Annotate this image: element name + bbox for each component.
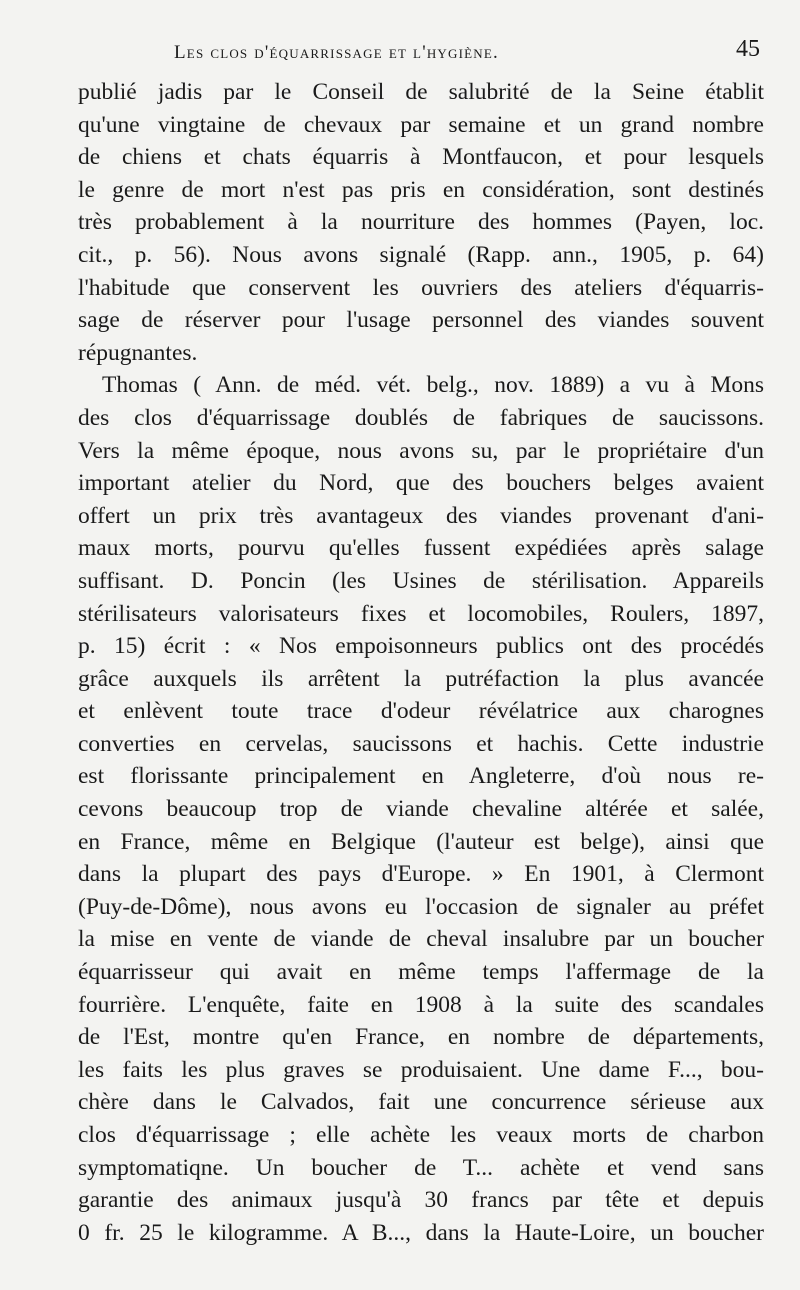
text-line: chère dans le Calvados, fait une concurrence sérieuse aux [78, 1089, 764, 1116]
text-line: grâce auxquels ils arrêtent la putréfaction la plus avancée [78, 665, 764, 692]
text-line: cit., p. 56). Nous avons signalé (Rapp. ann., 1905, p. 64) [78, 241, 764, 268]
text-line: garantie des animaux jusqu'à 30 francs par tête et depuis [78, 1187, 764, 1214]
text-line: et enlèvent toute trace d'odeur révélatrice aux charognes [78, 698, 764, 725]
text-line: est florissante principalement en Angleterre, d'où nous re- [78, 763, 764, 790]
text-line: 0 fr. 25 le kilogramme. A B..., dans la Haute-Loire, un boucher [78, 1219, 764, 1246]
text-line: la mise en vente de viande de cheval insalubre par un boucher [78, 926, 764, 953]
text-line: stérilisateurs valorisateurs fixes et locomobiles, Roulers, 1897, [78, 600, 764, 627]
text-line: offert un prix très avantageux des viandes provenant d'ani- [78, 502, 764, 529]
text-line: publié jadis par le Conseil de salubrité de la Seine établit [78, 79, 764, 105]
text-line: qu'une vingtaine de chevaux par semaine et un grand nombre [78, 111, 764, 138]
text-line: clos d'équarrissage ; elle achète les veaux morts de charbon [78, 1122, 764, 1148]
text-line: très probablement à la nourriture des hommes (Payen, loc. [78, 209, 764, 236]
text-line: l'habitude que conservent les ouvriers des ateliers d'équarris- [78, 274, 764, 301]
running-head [78, 34, 762, 64]
text-line: converties en cervelas, saucissons et hachis. Cette industrie [78, 730, 764, 757]
text-line: symptomatiqne. Un boucher de T... achète et vend sans [78, 1154, 764, 1181]
text-line: (Puy-de-Dôme), nous avons eu l'occasion de signaler au préfet [78, 893, 764, 920]
text-line: Thomas ( Ann. de méd. vét. belg., nov. 1889) a vu à Mons [102, 372, 764, 399]
text-line: de l'Est, montre qu'en France, en nombre de départements, [78, 1024, 764, 1051]
text-line: des clos d'équarrissage doublés de fabriques de saucissons. [78, 404, 764, 431]
text-line: en France, même en Belgique (l'auteur est belge), ainsi que [78, 828, 764, 855]
text-line: les faits les plus graves se produisaient. Une dame F..., bou- [78, 1056, 764, 1083]
text-line: répugnantes. [78, 339, 198, 366]
page-number: 45 [736, 36, 760, 62]
text-line: fourrière. L'enquête, faite en 1908 à la suite des scandales [78, 991, 764, 1018]
text-line: sage de réserver pour l'usage personnel des viandes souvent [78, 307, 764, 334]
text-line: cevons beaucoup trop de viande chevaline altérée et salée, [78, 796, 764, 823]
text-line: le genre de mort n'est pas pris en considération, sont destinés [78, 176, 764, 203]
text-line: Vers la même époque, nous avons su, par le propriétaire d'un [78, 437, 764, 464]
text-line: maux morts, pourvu qu'elles fussent expédiées après salage [78, 535, 764, 562]
text-line: suffisant. D. Poncin (les Usines de stérilisation. Appareils [78, 567, 764, 594]
running-title: Les clos d'équarrissage et l'hygiène. [174, 42, 499, 63]
text-line: de chiens et chats équarris à Montfaucon, et pour lesquels [78, 144, 764, 171]
body-text [78, 76, 764, 1249]
text-line: dans la plupart des pays d'Europe. » En 1901, à Clermont [78, 861, 764, 888]
text-line: équarrisseur qui avait en même temps l'affermage de la [78, 959, 764, 986]
text-line: p. 15) écrit : « Nos empoisonneurs publics ont des procédés [78, 633, 764, 660]
text-line: important atelier du Nord, que des bouchers belges avaient [78, 470, 764, 497]
